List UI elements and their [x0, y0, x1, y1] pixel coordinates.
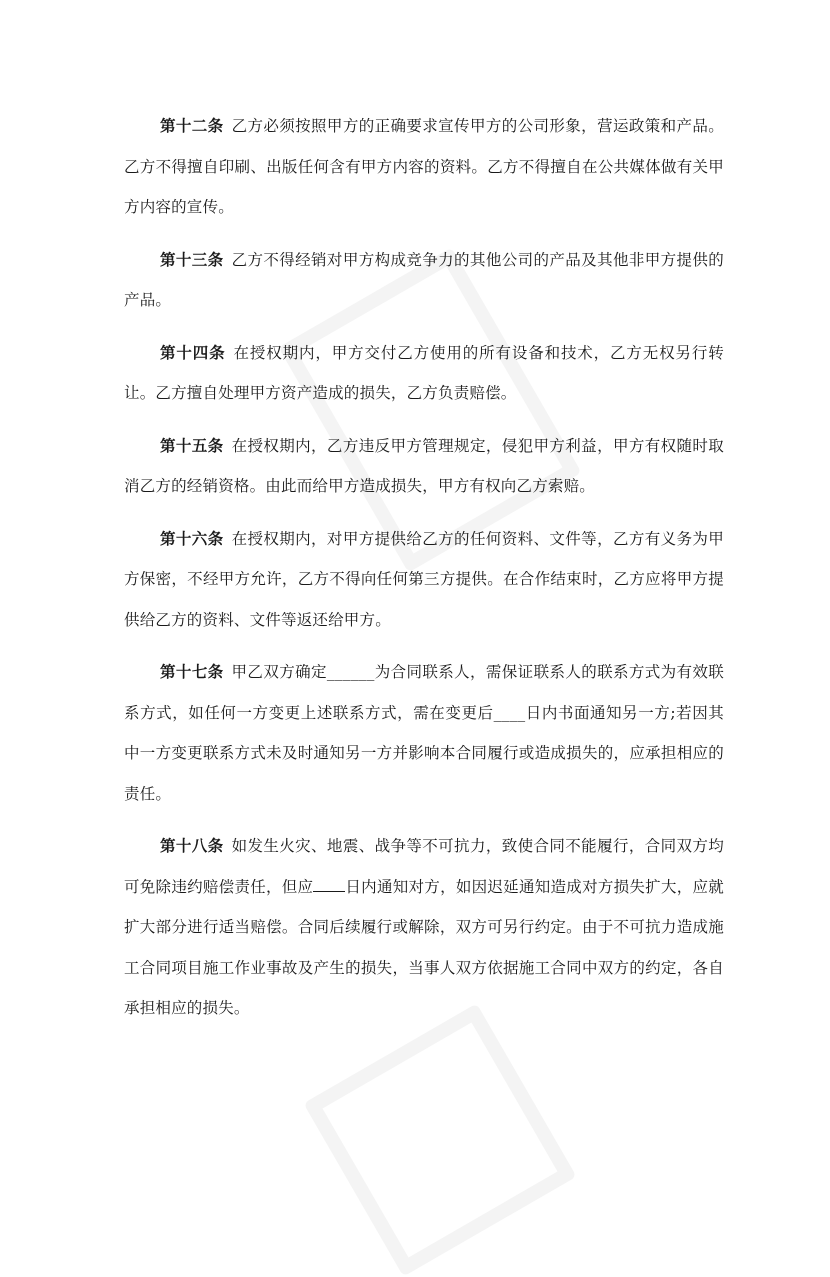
clause-12: [124, 106, 724, 228]
clause-13: [124, 240, 724, 321]
clause-text: 乙方必须按照甲方的正确要求宣传甲方的公司形象，营运政策和产品。乙方不得擅自印刷、出版任何含有甲方内容的资料。乙方不得擅自在公共媒体做有关甲方内容的宣传。: [124, 117, 725, 216]
clause-text: 日内通知对方，如因迟延通知造成对方损失扩大，应就扩大部分进行适当赔偿。合同后续履行或解除，双方可另行约定。由于不可抗力造成施工合同项目施工作业事故及产生的损失，当事人双方依据施工合同中双方的约定，各自承担相应的损失。: [124, 877, 724, 1017]
clause-label: 第十二条: [160, 116, 224, 135]
clause-text: 甲乙双方确定______为合同联系人，需保证联系人的联系方式为有效联系方式，如任何一方变更上述联系方式，需在变更后____日内书面通知另一方;若因其中一方变更联系方式未及时通知另一方并影响本合同履行或造成损失的，应承担相应的责任。: [124, 663, 724, 803]
clause-label: 第十五条: [160, 435, 224, 455]
clause-label: 第十四条: [160, 342, 226, 362]
clause-text: 在授权期内，乙方违反甲方管理规定，侵犯甲方利益，甲方有权随时取消乙方的经销资格。由此而给甲方造成损失，甲方有权向乙方索赔。: [124, 436, 725, 495]
document-body: [124, 106, 724, 1041]
clause-text: 如发生火灾、地震、战争等不可抗力，致使合同不能履行，合同双方均可免除违约赔偿责任，但应: [124, 837, 725, 896]
clause-18: [124, 826, 724, 1029]
clause-17: [124, 652, 724, 814]
clause-text: 乙方不得经销对甲方构成竞争力的其他公司的产品及其他非甲方提供的产品。: [124, 250, 725, 309]
clause-label: 第十三条: [160, 249, 224, 269]
watermark: [303, 1003, 576, 1276]
clause-label: 第十六条: [160, 528, 224, 548]
clause-label: 第十七条: [160, 662, 224, 681]
clause-14: [124, 333, 724, 414]
clause-15: [124, 426, 724, 507]
clause-16: [124, 519, 724, 641]
fill-in-blank[interactable]: [313, 875, 345, 892]
clause-label: 第十八条: [160, 836, 224, 855]
clause-text: 在授权期内，对甲方提供给乙方的任何资料、文件等，乙方有义务为甲方保密，不经甲方允许，乙方不得向任何第三方提供。在合作结束时，乙方应将甲方提供给乙方的资料、文件等返还给甲方。: [124, 529, 725, 629]
clause-text: 在授权期内，甲方交付乙方使用的所有设备和技术，乙方无权另行转让。乙方擅自处理甲方资产造成的损失，乙方负责赔偿。: [124, 343, 724, 402]
